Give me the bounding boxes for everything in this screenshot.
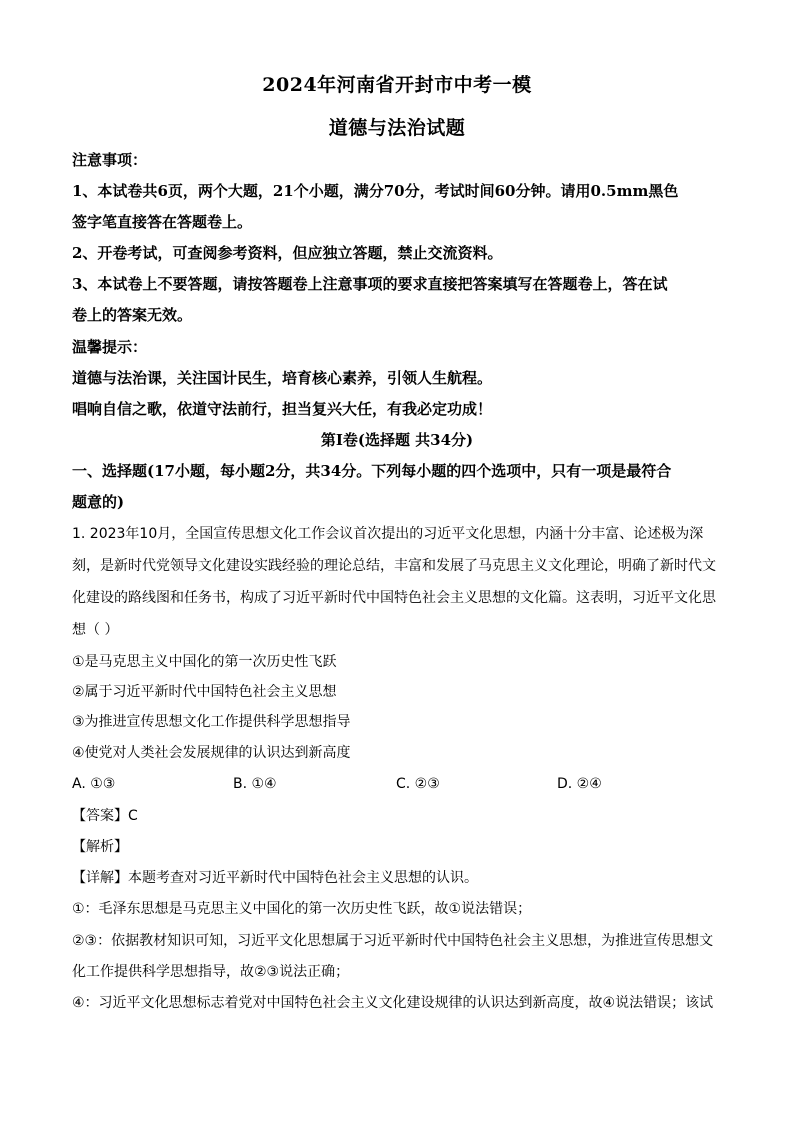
question-statement: ③为推进宣传思想文化工作提供科学思想指导 xyxy=(72,714,351,730)
section-instruction: 题意的) xyxy=(72,493,125,511)
tips-line: 唱响自信之歌，依道守法前行，担当复兴大任，有我必定功成！ xyxy=(72,400,493,418)
tips-heading: 温馨提示： xyxy=(72,338,148,356)
option-a: A. ①③ xyxy=(72,776,116,792)
analysis-label: 【解析】 xyxy=(72,839,128,855)
section-title: 第Ⅰ卷(选择题 共34分) xyxy=(320,431,474,449)
option-d: D. ②④ xyxy=(557,776,602,792)
question-statement: ②属于习近平新时代中国特色社会主义思想 xyxy=(72,684,337,700)
notice-line: 3、本试卷上不要答题，请按答题卷上注意事项的要求直接把答案填写在答题卷上，答在试 xyxy=(72,275,668,293)
notice-line: 签字笔直接答在答题卷上。 xyxy=(72,213,253,231)
question-stem: 想（ ） xyxy=(72,622,119,638)
exam-subject: 道德与法治试题 xyxy=(328,117,466,139)
option-b: B. ①④ xyxy=(233,776,277,792)
question-stem: 刻，是新时代党领导文化建设实践经验的理论总结，丰富和发展了马克思主义文化理论，明确了新时代文 xyxy=(72,558,716,574)
notice-line: 卷上的答案无效。 xyxy=(72,306,193,324)
section-instruction: 一、选择题(17小题，每小题2分，共34分。下列每小题的四个选项中，只有一项是最符合 xyxy=(72,462,672,480)
question-statement: ①是马克思主义中国化的第一次历史性飞跃 xyxy=(72,654,337,670)
question-stem: 化建设的路线图和任务书，构成了习近平新时代中国特色社会主义思想的文化篇。这表明，习近平文化思 xyxy=(72,590,716,606)
detail-line: ④：习近平文化思想标志着党对中国特色社会主义文化建设规律的认识达到新高度，故④说法错误；该试 xyxy=(72,995,714,1011)
notice-heading: 注意事项： xyxy=(72,151,148,169)
tips-line: 道德与法治课，关注国计民生，培育核心素养，引领人生航程。 xyxy=(72,369,493,387)
notice-line: 2、开卷考试，可查阅参考资料，但应独立答题，禁止交流资料。 xyxy=(72,244,503,262)
answer-line: 【答案】C xyxy=(72,808,138,824)
detail-line: ①：毛泽东思想是马克思主义中国化的第一次历史性飞跃，故①说法错误； xyxy=(72,901,532,917)
question-stem: 1. 2023年10月，全国宣传思想文化工作会议首次提出的习近平文化思想，内涵十分丰富、论述极为深 xyxy=(72,526,704,542)
question-statement: ④使党对人类社会发展规律的认识达到新高度 xyxy=(72,745,351,761)
notice-line: 1、本试卷共6页，两个大题，21个小题，满分70分，考试时间60分钟。请用0.5mm黑色 xyxy=(72,182,679,200)
detail-line: ②③：依据教材知识可知，习近平文化思想属于习近平新时代中国特色社会主义思想，为推进宣传思想文 xyxy=(72,933,714,949)
option-c: C. ②③ xyxy=(396,776,440,792)
exam-title: 2024年河南省开封市中考一模 xyxy=(262,74,532,96)
detail-line: 化工作提供科学思想指导，故②③说法正确； xyxy=(72,964,350,980)
detail-line: 【详解】本题考查对习近平新时代中国特色社会主义思想的认识。 xyxy=(72,870,478,886)
